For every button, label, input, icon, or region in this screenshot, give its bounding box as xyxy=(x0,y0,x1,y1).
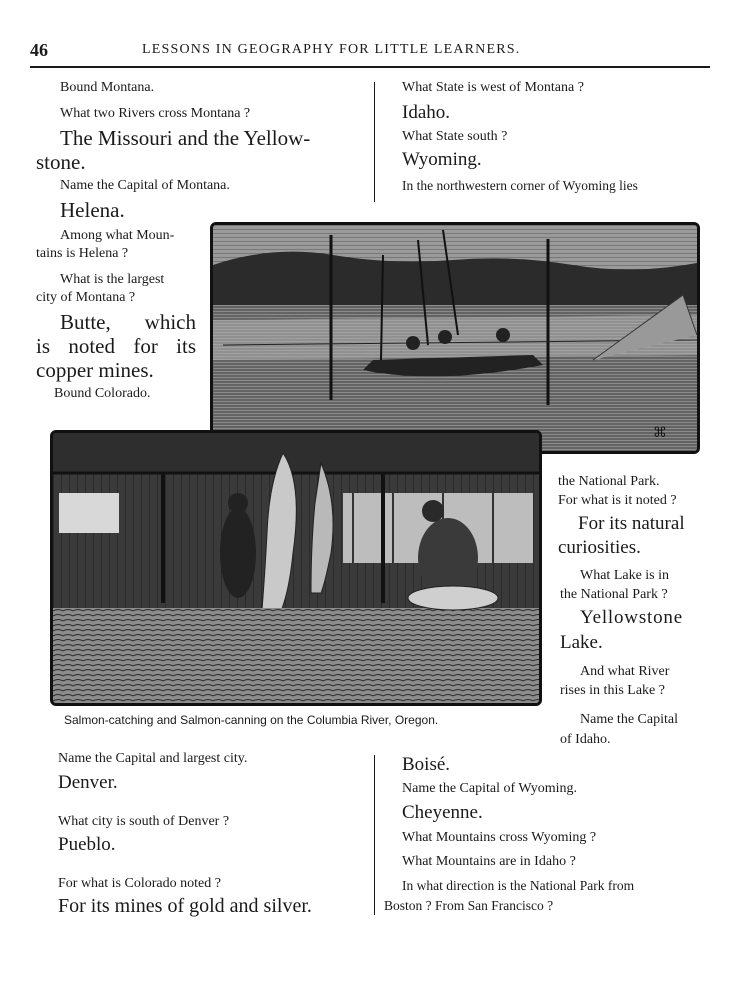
question-lake-line2: the National Park ? xyxy=(560,587,668,602)
question-south-of-denver: What city is south of Denver ? xyxy=(58,814,230,829)
question-direction-line2: Boston ? From San Francisco ? xyxy=(384,898,554,913)
answer-natural-line1: For its natural xyxy=(578,513,685,534)
page-number: 46 xyxy=(30,40,48,60)
question-wyoming-capital: Name the Capital of Wyoming. xyxy=(402,781,578,796)
answer-butte-line1: Butte, which xyxy=(60,310,196,334)
question-lake-line1: What Lake is in xyxy=(580,568,670,583)
answer-helena: Helena. xyxy=(60,198,125,222)
answer-boise: Boisé. xyxy=(402,754,451,775)
answer-cheyenne: Cheyenne. xyxy=(402,802,483,823)
question-idaho-capital-line2: of Idaho. xyxy=(560,732,611,747)
national-park-line: the National Park. xyxy=(558,474,660,489)
answer-denver: Denver. xyxy=(58,772,118,793)
question-wyoming-mountains: What Mountains cross Wyoming ? xyxy=(402,830,597,845)
question-rivers: What two Rivers cross Montana ? xyxy=(60,106,251,121)
cannery-scene-drawing xyxy=(53,433,539,703)
question-largest-line1: What is the largest xyxy=(60,272,165,287)
question-direction-line1: In what direction is the National Park from xyxy=(402,878,635,893)
question-capital-montana: Name the Capital of Montana. xyxy=(60,178,230,193)
bound-montana-text: Bound Montana. xyxy=(60,80,155,95)
question-idaho-capital-line1: Name the Capital xyxy=(580,712,678,727)
question-south: What State south ? xyxy=(402,129,508,144)
svg-text:⌘: ⌘ xyxy=(653,425,667,441)
question-idaho-mountains: What Mountains are in Idaho ? xyxy=(402,854,576,869)
question-river-line1: And what River xyxy=(580,664,670,679)
question-colorado-noted: For what is Colorado noted ? xyxy=(58,876,221,891)
question-colorado-capital: Name the Capital and largest city. xyxy=(58,751,248,766)
bound-colorado-text: Bound Colorado. xyxy=(54,386,151,401)
question-largest-line2: city of Montana ? xyxy=(36,290,136,305)
question-mountains-line2: tains is Helena ? xyxy=(36,246,129,261)
answer-idaho: Idaho. xyxy=(402,102,451,123)
answer-butte-line2: is noted for its xyxy=(36,334,196,358)
running-title: LESSONS IN GEOGRAPHY FOR LITTLE LEARNERS. xyxy=(142,42,521,57)
answer-natural-line2: curiosities. xyxy=(558,537,641,558)
column-divider-lower xyxy=(374,755,375,915)
salmon-cannery-illustration xyxy=(50,430,542,706)
park-lead-in: In the northwestern corner of Wyoming lies xyxy=(402,178,638,193)
answer-gold-silver: For its mines of gold and silver. xyxy=(58,895,312,917)
question-mountains-line1: Among what Moun- xyxy=(60,228,175,243)
question-west-of-montana: What State is west of Montana ? xyxy=(402,80,584,95)
salmon-fishing-illustration xyxy=(210,222,700,454)
answer-butte-line3: copper mines. xyxy=(36,358,154,382)
fishing-scene-drawing xyxy=(213,225,697,451)
answer-rivers-line2: stone. xyxy=(36,150,86,174)
illustration-caption: Salmon-catching and Salmon-canning on the Columbia River, Oregon. xyxy=(64,713,439,727)
answer-wyoming: Wyoming. xyxy=(402,149,482,170)
question-noted: For what is it noted ? xyxy=(558,493,677,508)
answer-yellowstone-line1: Yellowstone xyxy=(580,607,683,628)
header-rule xyxy=(30,66,710,68)
answer-rivers-line1: The Missouri and the Yellow- xyxy=(60,126,311,150)
column-divider-upper xyxy=(374,82,375,202)
answer-pueblo: Pueblo. xyxy=(58,834,116,855)
answer-yellowstone-line2: Lake. xyxy=(560,632,603,653)
question-river-line2: rises in this Lake ? xyxy=(560,683,665,698)
